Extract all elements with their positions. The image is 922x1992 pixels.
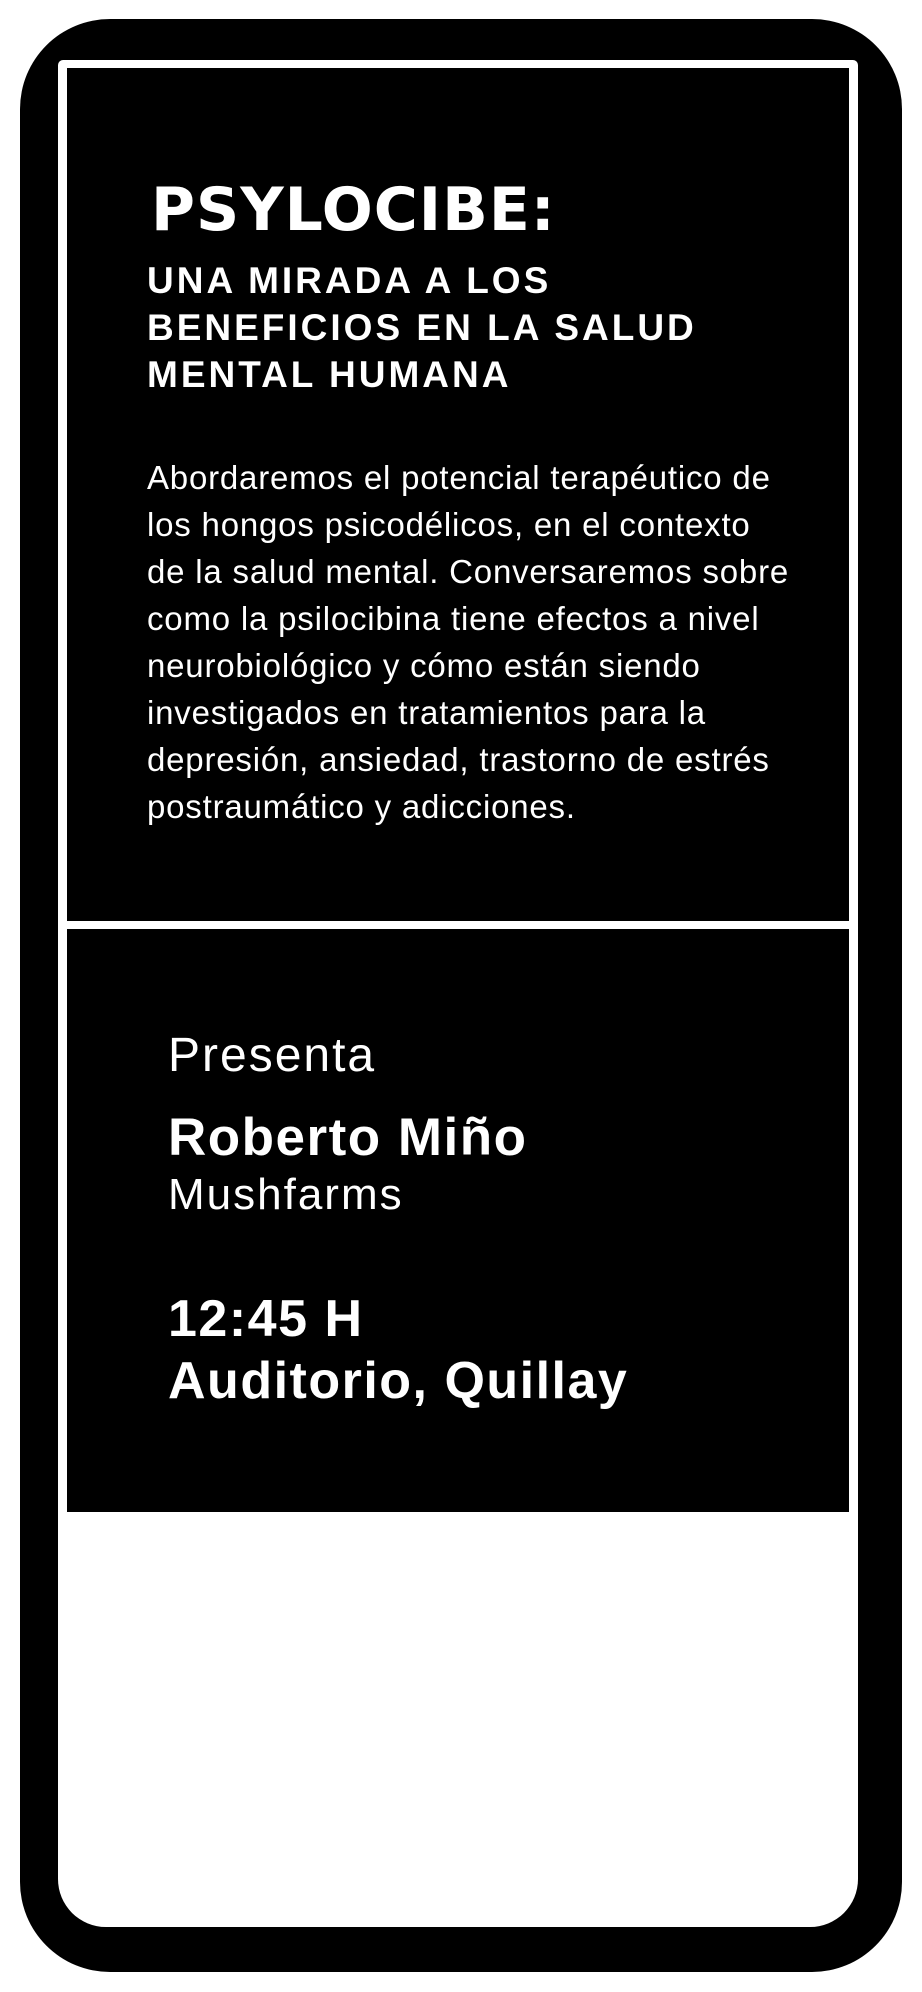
presenta-label: Presenta: [168, 1029, 377, 1082]
poster-inner-outline-area: [58, 60, 858, 1927]
talk-subtitle-line-3: MENTAL HUMANA: [147, 354, 512, 395]
talk-description-line-5: neurobiológico y cómo están siendo: [147, 647, 701, 684]
talk-description-line-2: los hongos psicodélicos, en el contexto: [147, 506, 751, 543]
talk-subtitle-line-1: UNA MIRADA A LOS: [147, 260, 552, 301]
talk-description: [147, 454, 813, 830]
talk-time: 12:45 H: [168, 1290, 364, 1348]
poster-card-frame: [20, 19, 902, 1972]
talk-description-line-1: Abordaremos el potencial terapéutico de: [147, 459, 771, 496]
talk-subtitle-line-2: BENEFICIOS EN LA SALUD: [147, 307, 697, 348]
talk-description-line-6: investigados en tratamientos para la: [147, 694, 706, 731]
talk-description-line-7: depresión, ansiedad, trastorno de estrés: [147, 741, 770, 778]
talk-location: Auditorio, Quillay: [168, 1352, 629, 1410]
talk-title: PSYLOCIBE:: [151, 175, 556, 245]
speaker-organization: Mushfarms: [168, 1170, 404, 1219]
schedule-block: [168, 1288, 813, 1412]
talk-subtitle: [147, 257, 813, 398]
footer-blank-area: [58, 1512, 858, 1927]
presenter-info-panel: [67, 929, 849, 1512]
talk-description-line-4: como la psilocibina tiene efectos a nivel: [147, 600, 760, 637]
talk-info-panel: [67, 68, 849, 921]
talk-description-line-3: de la salud mental. Conversaremos sobre: [147, 553, 790, 590]
speaker-name: Roberto Miño: [168, 1108, 528, 1167]
talk-description-line-8: postraumático y adicciones.: [147, 788, 576, 825]
